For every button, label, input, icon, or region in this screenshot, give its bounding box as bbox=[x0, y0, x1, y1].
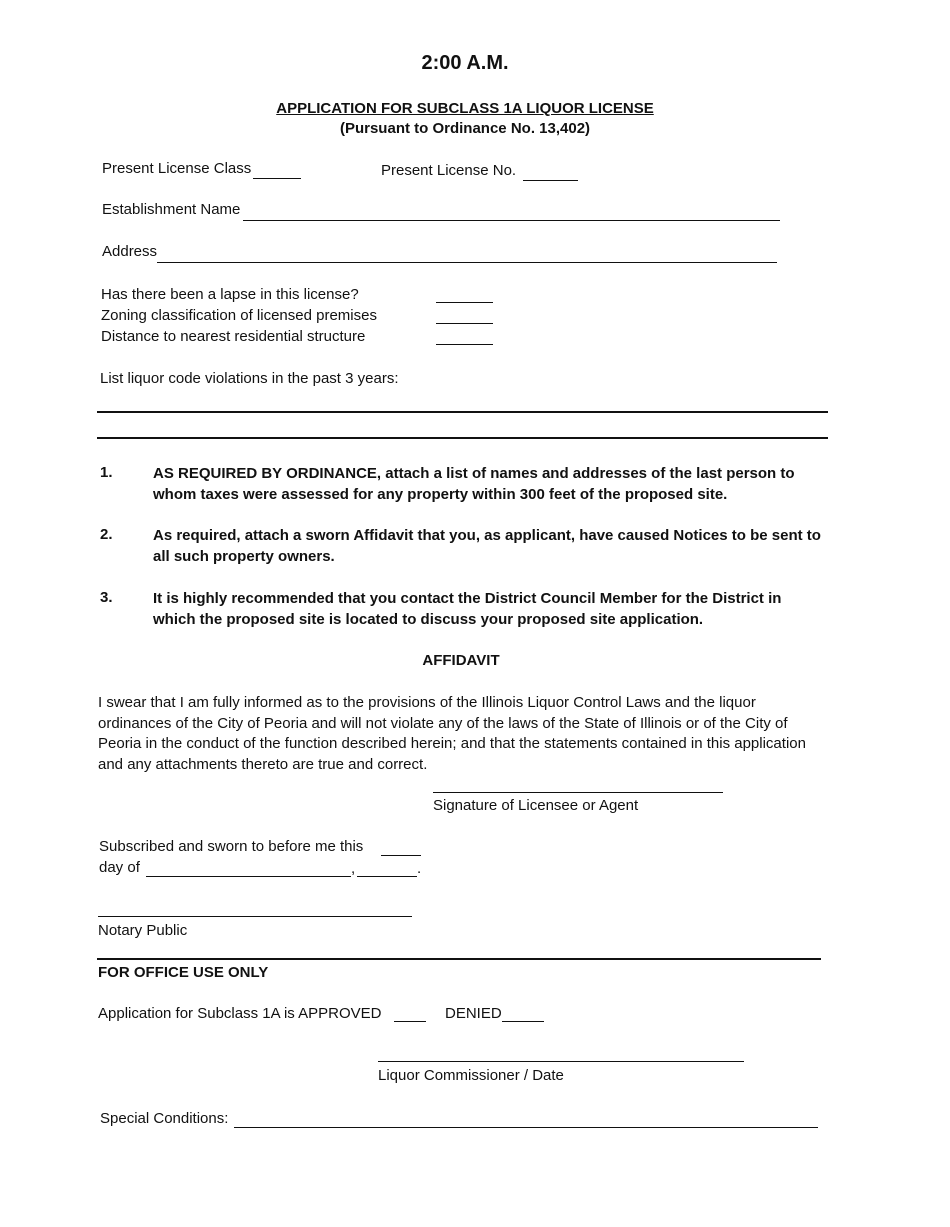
approved-field[interactable] bbox=[394, 1021, 426, 1022]
affidavit-text: I swear that I am fully informed as to the provisions of the Illinois Liquor Control Laws and the liquor ordinances of the City of Peoria and will not violate any of the laws of the State of Illinois or of the City of Peoria in the conduct of the function described herein; and that the statements contained in this application and any attachments thereto are true and correct. bbox=[98, 694, 806, 773]
form-title: APPLICATION FOR SUBCLASS 1A LIQUOR LICENSE bbox=[276, 100, 654, 117]
commissioner-line[interactable] bbox=[378, 1061, 744, 1062]
violations-line-2[interactable] bbox=[97, 437, 828, 439]
denied-field[interactable] bbox=[502, 1021, 544, 1022]
establishment-name-label: Establishment Name bbox=[102, 201, 241, 218]
time-heading: 2:00 A.M. bbox=[421, 52, 509, 74]
office-use-heading: FOR OFFICE USE ONLY bbox=[98, 964, 269, 981]
sworn-line-1: Subscribed and sworn to before me this bbox=[99, 838, 364, 855]
item-3-text: It is highly recommended that you contact the District Council Member for the District in which the proposed site is located to discuss your proposed site application. bbox=[153, 590, 782, 628]
commissioner-label: Liquor Commissioner / Date bbox=[378, 1067, 564, 1084]
item-2-text: As required, attach a sworn Affidavit that you, as applicant, have caused Notices to be sent to all such property owners. bbox=[153, 527, 821, 565]
notary-line[interactable] bbox=[98, 916, 412, 917]
sworn-month-field[interactable] bbox=[146, 876, 351, 877]
sworn-comma: , bbox=[351, 860, 356, 877]
special-conditions-field[interactable] bbox=[234, 1127, 818, 1128]
present-license-no-label: Present License No. bbox=[381, 162, 517, 179]
violations-label: List liquor code violations in the past 3 years: bbox=[100, 370, 399, 387]
signature-line[interactable] bbox=[433, 792, 723, 793]
zoning-field[interactable] bbox=[436, 323, 493, 324]
lapse-field[interactable] bbox=[436, 302, 493, 303]
affidavit-heading: AFFIDAVIT bbox=[422, 652, 500, 669]
violations-line-1[interactable] bbox=[97, 411, 828, 413]
form-subtitle: (Pursuant to Ordinance No. 13,402) bbox=[339, 120, 591, 137]
establishment-name-field[interactable] bbox=[243, 220, 780, 221]
lapse-label: Has there been a lapse in this license? bbox=[101, 286, 359, 303]
item-2-number: 2. bbox=[100, 526, 113, 543]
distance-field[interactable] bbox=[436, 344, 493, 345]
office-divider bbox=[97, 958, 821, 960]
zoning-label: Zoning classification of licensed premises bbox=[101, 307, 377, 324]
denied-label: DENIED bbox=[445, 1005, 502, 1022]
address-label: Address bbox=[102, 243, 158, 260]
item-1-text: AS REQUIRED BY ORDINANCE, attach a list of names and addresses of the last person to whom taxes were assessed for any property within 300 feet of the proposed site. bbox=[153, 465, 795, 503]
address-field[interactable] bbox=[157, 262, 777, 263]
sworn-year-field[interactable] bbox=[357, 876, 417, 877]
item-1-number: 1. bbox=[100, 464, 113, 481]
present-license-no-field[interactable] bbox=[523, 180, 578, 181]
notary-label: Notary Public bbox=[98, 922, 188, 939]
special-conditions-label: Special Conditions: bbox=[100, 1110, 229, 1127]
present-license-class-field[interactable] bbox=[253, 178, 301, 179]
signature-label: Signature of Licensee or Agent bbox=[433, 797, 639, 814]
sworn-day-of-label: day of bbox=[99, 859, 140, 876]
item-3-number: 3. bbox=[100, 589, 113, 606]
sworn-period: . bbox=[417, 860, 422, 877]
present-license-class-label: Present License Class bbox=[102, 160, 252, 177]
sworn-day-field[interactable] bbox=[381, 855, 421, 856]
application-status-label: Application for Subclass 1A is APPROVED bbox=[98, 1005, 382, 1022]
distance-label: Distance to nearest residential structure bbox=[101, 328, 366, 345]
